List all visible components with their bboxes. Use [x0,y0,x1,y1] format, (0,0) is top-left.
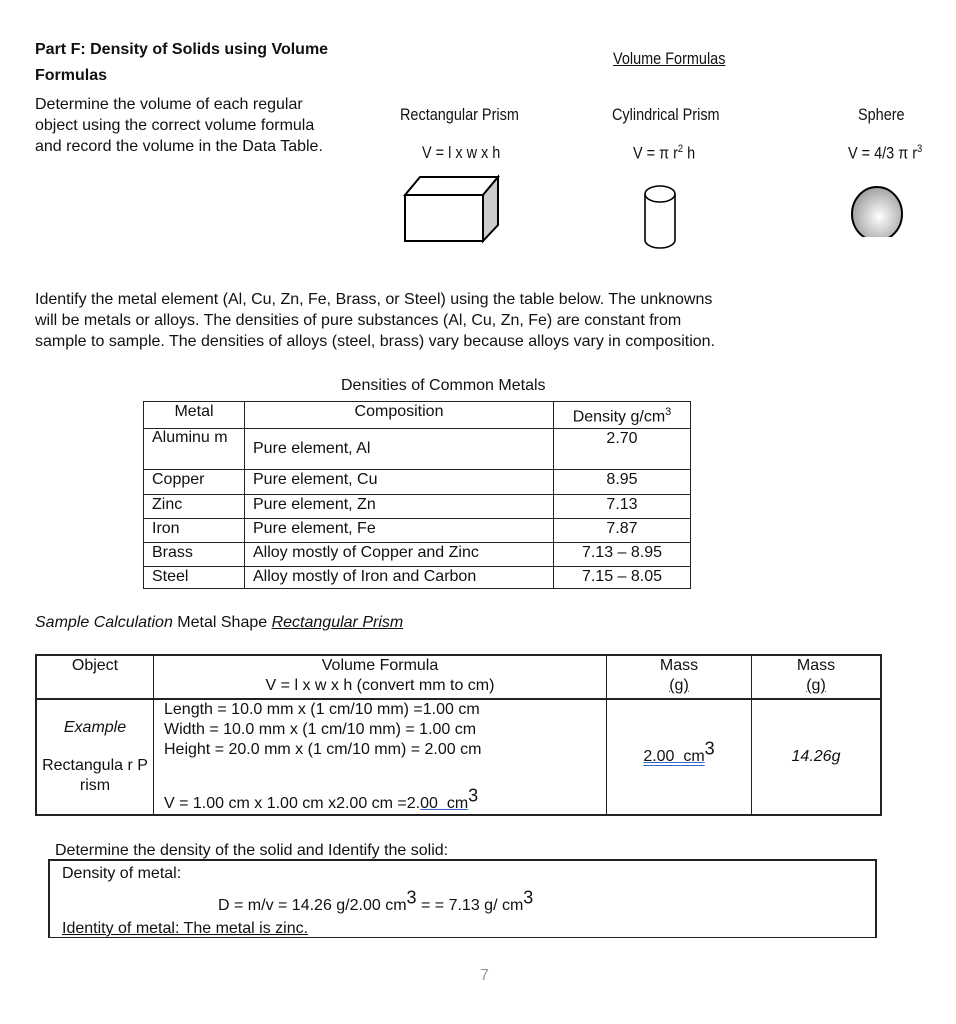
table-row [144,429,691,470]
part-title: Part F: Density of Solids using Volume [35,41,329,58]
composition-cell: Alloy mostly of Iron and Carbon [245,567,554,589]
header-cell: Volume Formula V = l x w x h (convert mm to cm) [154,655,607,699]
table-row [144,567,691,589]
identify-line: Identify the metal element (Al, Cu, Zn, Fe, Brass, or Steel) using the table below. The unknowns [35,291,713,308]
density-cell: 7.13 [554,495,691,519]
density-cell: 2.70 [554,429,691,470]
density-box [48,859,877,938]
volume-cell: 2.00 cm3 [607,699,752,815]
formula: V = π $r^2$ h [633,143,696,163]
page-number: 7 [480,967,489,984]
metal-identity: Identity of metal: The metal is zinc. [62,920,309,937]
table-row [144,543,691,567]
density-cell: 7.15 – 8.05 [554,567,691,589]
formula-name: Cylindrical Prism [612,105,720,124]
density-cell: 7.87 [554,519,691,543]
composition-cell: Pure element, Zn [245,495,554,519]
formulas-title: Volume Formulas [613,49,726,68]
density-cell: 7.13 – 8.95 [554,543,691,567]
sphere-icon [848,184,908,242]
header-cell: Metal [144,402,245,429]
intro-line: Determine the volume of each regular [35,96,303,113]
formula-cell: Length = 10.0 mm x (1 cm/10 mm) =1.00 cm Width = 10.0 mm x (1 cm/10 mm) = 1.00 cm Height = 20.0 mm x (1 cm/10 mm) = 2.00 cm V = 1.00 cm x 1.00 cm x2.00 cm =2.00 cm3 [154,699,607,815]
metal-cell: Zinc [144,495,245,519]
header-cell: Mass (g) [607,655,752,699]
formula-name: Sphere [858,105,905,124]
calculation-table [35,654,882,816]
rectangular-prism-icon [400,170,505,246]
density-cell: 8.95 [554,470,691,495]
formula: V = 4/3 π $r^3$ [848,143,923,163]
composition-cell: Pure element, Cu [245,470,554,495]
table-header [36,655,881,699]
table-row [144,495,691,519]
composition-cell: Alloy mostly of Copper and Zinc [245,543,554,567]
metal-cell: Brass [144,543,245,567]
density-table-caption: Densities of Common Metals [341,377,546,394]
composition-cell: Pure element, Fe [245,519,554,543]
header-cell: Object [36,655,154,699]
table-header [144,402,691,429]
formula: V = l x w x h [422,143,501,162]
density-equation: D = m/v = 14.26 g/2.00 cm3 = = 7.13 g/ cm3 [218,887,534,914]
header-cell: Mass (g) [752,655,882,699]
metal-cell: Iron [144,519,245,543]
table-row [144,470,691,495]
table-row [144,519,691,543]
header-cell: Density $g/cm^3$ [554,402,691,429]
intro-line: object using the correct volume formula [35,117,315,134]
sample-calculation-heading: Sample Calculation Metal Shape Rectangular Prism [35,614,404,631]
metal-cell: Copper [144,470,245,495]
metal-cell: Steel [144,567,245,589]
part-title-cont: Formulas [35,67,108,84]
metal-cell: Aluminu m [144,429,245,470]
density-label: Density of metal: [62,865,182,882]
table-row [36,699,881,815]
density-section-title: Determine the density of the solid and Identify the solid: [55,842,449,859]
identify-line: sample to sample. The densities of alloys (steel, brass) vary because alloys vary in composition. [35,333,716,350]
formula-name: Rectangular Prism [400,105,519,124]
identify-line: will be metals or alloys. The densities of pure substances (Al, Cu, Zn, Fe) are constant from [35,312,682,329]
composition-cell: Pure element, Al [245,429,554,470]
object-cell: Example Rectangula r Prism [36,699,154,815]
identify-text [35,289,715,352]
intro-text [35,94,323,157]
intro-line: and record the volume in the Data Table. [35,138,323,155]
header-cell: Composition [245,402,554,429]
mass-cell: 14.26g [752,699,882,815]
cylinder-icon [642,182,684,252]
density-table [143,401,691,589]
